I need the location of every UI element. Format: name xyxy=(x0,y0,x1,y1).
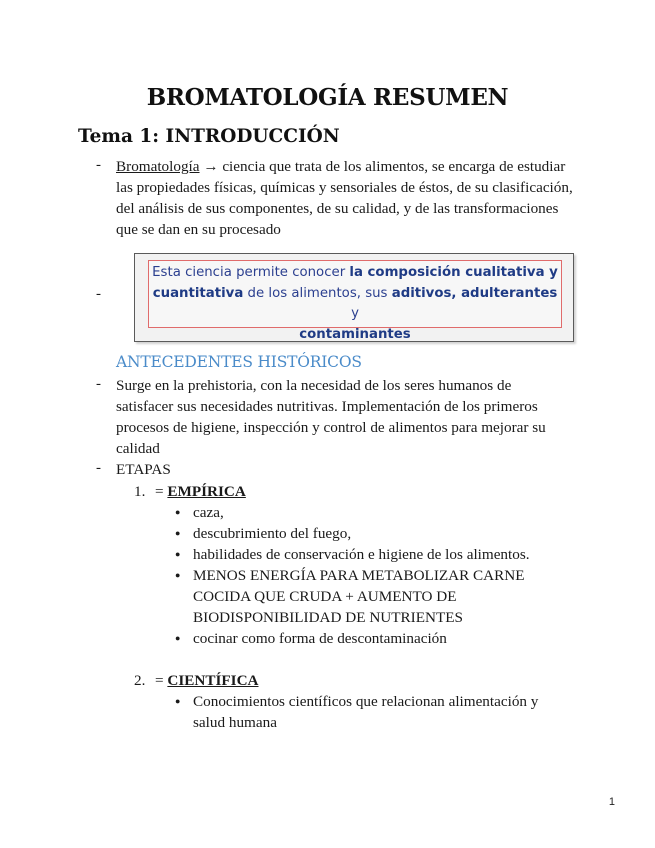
bullet-item: habilidades de conservación e higiene de los alimentos. xyxy=(193,546,530,563)
list-dash: - xyxy=(96,286,101,302)
bullet-item-cont: salud humana xyxy=(193,714,277,731)
stage-prefix: = xyxy=(155,672,168,689)
callout-bold-3: aditivos, adulterantes xyxy=(391,285,558,301)
history-line-4: calidad xyxy=(116,440,160,457)
bullet-item: caza, xyxy=(193,504,224,521)
section-heading-antecedentes: ANTECEDENTES HISTÓRICOS xyxy=(116,353,362,371)
bullet-item: MENOS ENERGÍA PARA METABOLIZAR CARNE xyxy=(193,567,525,584)
section-heading-tema1: Tema 1: INTRODUCCIÓN xyxy=(78,126,340,147)
bullet-item: cocinar como forma de descontaminación xyxy=(193,630,447,647)
stage-title-cientifica xyxy=(155,670,259,691)
list-dash: - xyxy=(96,376,101,392)
etapas-label: ETAPAS xyxy=(116,461,171,478)
intro-line-4: que se dan en su procesado xyxy=(116,221,281,238)
bullet-item-cont: BIODISPONIBILIDAD DE NUTRIENTES xyxy=(193,609,463,626)
history-line-1: Surge en la prehistoria, con la necesidad de los seres humanos de xyxy=(116,377,512,394)
page-number: 1 xyxy=(608,796,615,808)
history-line-2: satisfacer sus necesidades nutritivas. Implementación de los primeros xyxy=(116,398,538,415)
callout-bold-4: contaminantes xyxy=(299,326,411,342)
intro-line-2: las propiedades físicas, químicas y sensoriales de éstos, de su clasificación, xyxy=(116,179,573,196)
bullet-icon: ● xyxy=(175,570,181,580)
callout-bold-2: cuantitativa xyxy=(152,285,244,301)
bullet-icon: ● xyxy=(175,528,181,538)
bullet-item-cont: COCIDA QUE CRUDA + AUMENTO DE xyxy=(193,588,457,605)
bullet-icon: ● xyxy=(175,507,181,517)
stage-name: EMPÍRICA xyxy=(167,483,246,500)
intro-line-1 xyxy=(116,156,565,177)
list-dash: - xyxy=(96,460,101,476)
bullet-item: Conocimientos científicos que relacionan alimentación y xyxy=(193,693,539,710)
bullet-icon: ● xyxy=(175,549,181,559)
term-bromatologia: Bromatología xyxy=(116,158,200,175)
stage-title-empirica xyxy=(155,481,246,502)
bullet-item: descubrimiento del fuego, xyxy=(193,525,352,542)
callout-text-1: Esta ciencia permite conocer xyxy=(152,265,350,280)
callout-text-2: de los alimentos, sus xyxy=(243,285,392,301)
callout-box xyxy=(148,260,562,342)
bullet-icon: ● xyxy=(175,633,181,643)
callout-text-3: y xyxy=(351,306,359,321)
bullet-icon: ● xyxy=(175,696,181,706)
intro-line-1-rest: ciencia que trata de los alimentos, se encarga de estudiar xyxy=(222,158,566,175)
arrow-icon: → xyxy=(203,158,219,175)
stage-number: 2. xyxy=(134,672,146,689)
intro-line-3: del análisis de sus componentes, de su calidad, y de las transformaciones xyxy=(116,200,559,217)
stage-number: 1. xyxy=(134,483,146,500)
list-dash: - xyxy=(96,157,101,173)
stage-prefix: = xyxy=(155,483,168,500)
stage-name: CIENTÍFICA xyxy=(167,672,259,689)
history-line-3: procesos de higiene, inspección y control de alimentos para mejorar su xyxy=(116,419,546,436)
page-title: BROMATOLOGÍA RESUMEN xyxy=(146,84,509,111)
callout-bold-1: la composición cualitativa y xyxy=(349,265,558,280)
